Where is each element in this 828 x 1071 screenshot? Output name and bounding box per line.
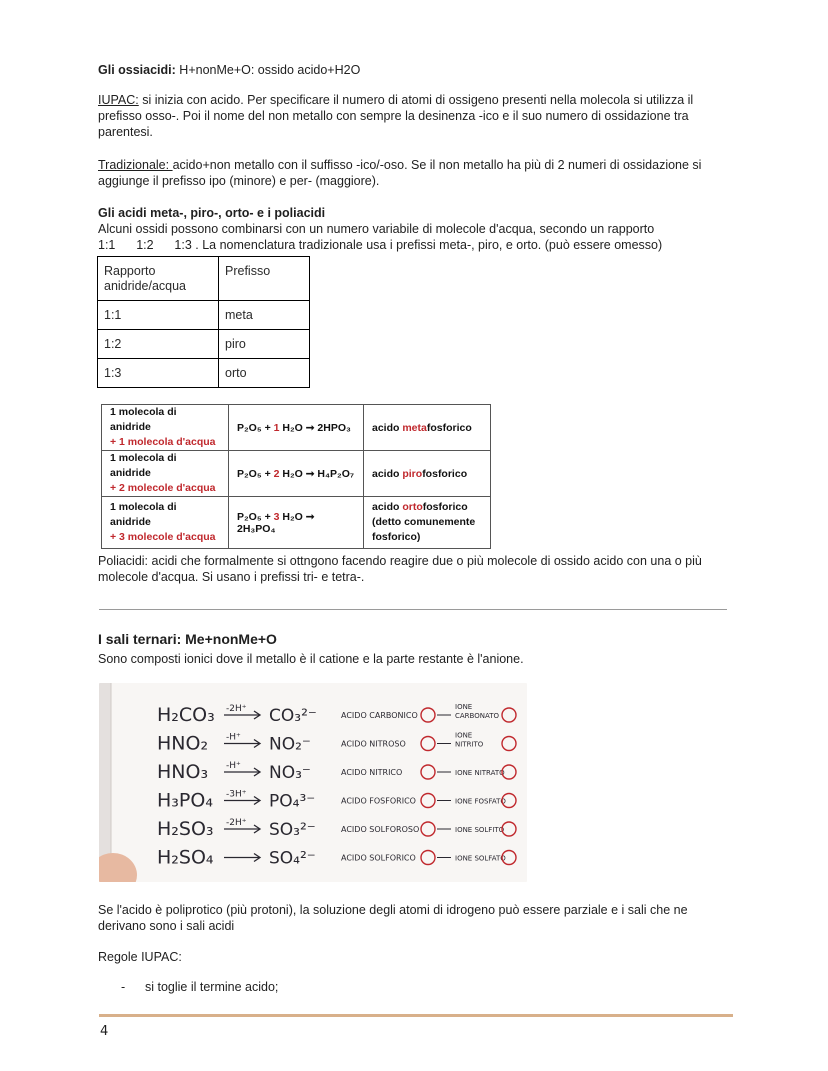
ratio-cell: 1:2 [98,330,219,359]
suffix-circle [421,851,435,865]
sali-heading: I sali ternari: Me+nonMe+O [98,631,277,647]
anidride-cell: 1 molecola di anidride + 3 molecole d'acqua [102,497,229,549]
ion-name: IONE [455,703,473,711]
hand-shape [99,853,137,882]
list-item: si toglie il termine acido; [145,980,279,994]
footer-rule [99,1014,733,1017]
anion-formula: NO₃⁻ [269,763,311,783]
ratio-header-rapporto: Rapporto anidride/acqua [98,257,219,301]
table-row [102,405,491,451]
anidride-cell: 1 molecola di anidride + 2 molecole d'acqua [102,451,229,497]
ion-name: CARBONATO [455,712,499,720]
whiteboard-photo [99,683,527,882]
prefix-cell: piro [219,330,310,359]
prefix-cell: orto [219,359,310,388]
acid-formula: HNO₃ [157,761,209,783]
ratio-header-prefisso: Prefisso [219,257,310,301]
ratio-table [97,256,310,388]
whiteboard-drawing [99,683,527,882]
ion-name: NITRITO [455,740,484,749]
acid-table [101,404,491,549]
prefix-cell: meta [219,301,310,330]
ratio-table-header [98,257,310,301]
suffix-circle [421,794,435,808]
suffix-circle [502,708,516,722]
table-row [98,330,310,359]
proton-loss: -3H⁺ [226,789,247,800]
acid-formula: H₂SO₃ [157,818,214,840]
acid-formula: H₂CO₃ [157,704,215,726]
acid-name: ACIDO FOSFORICO [341,796,416,806]
poliacidi-paragraph: Poliacidi: acidi che formalmente si ottngono facendo reagire due o più molecole di ossido acido con una o più molecole d'acqua. Si usano i prefissi tri- e tetra-. [98,554,702,584]
anion-formula: PO₄³⁻ [269,791,316,812]
ion-name: IONE SOLFITO [455,826,505,834]
page-number: 4 [100,1024,109,1039]
suffix-circle [421,765,435,779]
equation-cell: P₂O₅ + 2 H₂O ➞ H₄P₂O₇ [229,451,364,497]
acid-formula: HNO₂ [157,732,209,755]
meta-heading: Gli acidi meta-, piro-, orto- e i poliacidi [98,206,326,220]
acid-formula: H₂SO₄ [157,846,214,869]
acid-name: ACIDO NITRICO [341,768,403,777]
divider [99,609,727,610]
table-row [102,497,491,549]
meta-section [98,205,748,253]
regole-heading: Regole IUPAC: [98,950,182,964]
tradizionale-paragraph: Tradizionale: acido+non metallo con il suffisso -ico/-oso. Se il non metallo ha più di 2 numeri di ossidazione si aggiunge il prefisso ipo (minore) e per- (maggiore). [98,158,702,188]
proton-loss: -H⁺ [226,761,241,771]
anion-formula: SO₃²⁻ [269,820,316,840]
poliprotico-paragraph: Se l'acido è poliprotico (più protoni), la soluzione degli atomi di idrogeno può essere parziale e i sali che ne derivano sono i sali acidi [98,903,688,933]
suffix-circle [421,737,435,751]
anidride-cell: 1 molecola di anidride + 1 molecola d'acqua [102,405,229,451]
proton-loss: -2H⁺ [226,704,247,714]
sali-intro: Sono composti ionici dove il metallo è il catione e la parte restante è l'anione. [98,652,524,666]
ion-name: IONE FOSFATO [455,797,506,806]
table-row [98,359,310,388]
proton-loss: -2H⁺ [226,818,247,828]
acid-name: ACIDO SOLFORICO [341,853,416,863]
ratio-cell: 1:1 [98,301,219,330]
acid-name-cell: acido pirofosforico [364,451,491,497]
table-row [98,301,310,330]
suffix-circle [502,737,516,751]
meta-line2: 1:1 1:2 1:3 . La nomenclatura tradizionale usa i prefissi meta-, piro, e orto. (può essere omesso) [98,238,663,252]
suffix-circle [421,822,435,836]
ion-name: IONE NITRATO [455,769,505,777]
suffix-circle [421,708,435,722]
anion-formula: SO₄²⁻ [269,848,316,869]
ratio-cell: 1:3 [98,359,219,388]
ion-name: IONE SOLFATO [455,854,506,863]
acid-name-cell: acido metafosforico [364,405,491,451]
ion-name: IONE [455,731,473,740]
acid-formula: H₃PO₄ [157,789,213,812]
ossiacidi-title: Gli ossiacidi: H+nonMe+O: ossido acido+H2O [98,63,361,77]
acid-name-cell: acido ortofosforico (detto comunemente fosforico) [364,497,491,549]
meta-line1: Alcuni ossidi possono combinarsi con un numero variabile di molecole d'acqua, secondo un rapporto [98,222,655,236]
anion-formula: CO₃²⁻ [269,706,317,726]
acid-name: ACIDO SOLFOROSO [341,825,420,834]
list-bullet: - [121,980,126,994]
table-row [102,451,491,497]
acid-name: ACIDO CARBONICO [341,711,418,720]
anion-formula: NO₂⁻ [269,734,311,755]
iupac-paragraph: IUPAC: si inizia con acido. Per specificare il numero di atomi di ossigeno presenti nella molecola si utilizza il prefisso osso-. Poi il nome del non metallo con sempre la desinenza -ico e il suo numero di ossidazione tra parentesi. [98,93,694,139]
equation-cell: P₂O₅ + 1 H₂O ➞ 2HPO₃ [229,405,364,451]
acid-name: ACIDO NITROSO [341,739,406,749]
equation-cell: P₂O₅ + 3 H₂O ➞ 2H₃PO₄ [229,497,364,549]
proton-loss: -H⁺ [226,732,241,743]
